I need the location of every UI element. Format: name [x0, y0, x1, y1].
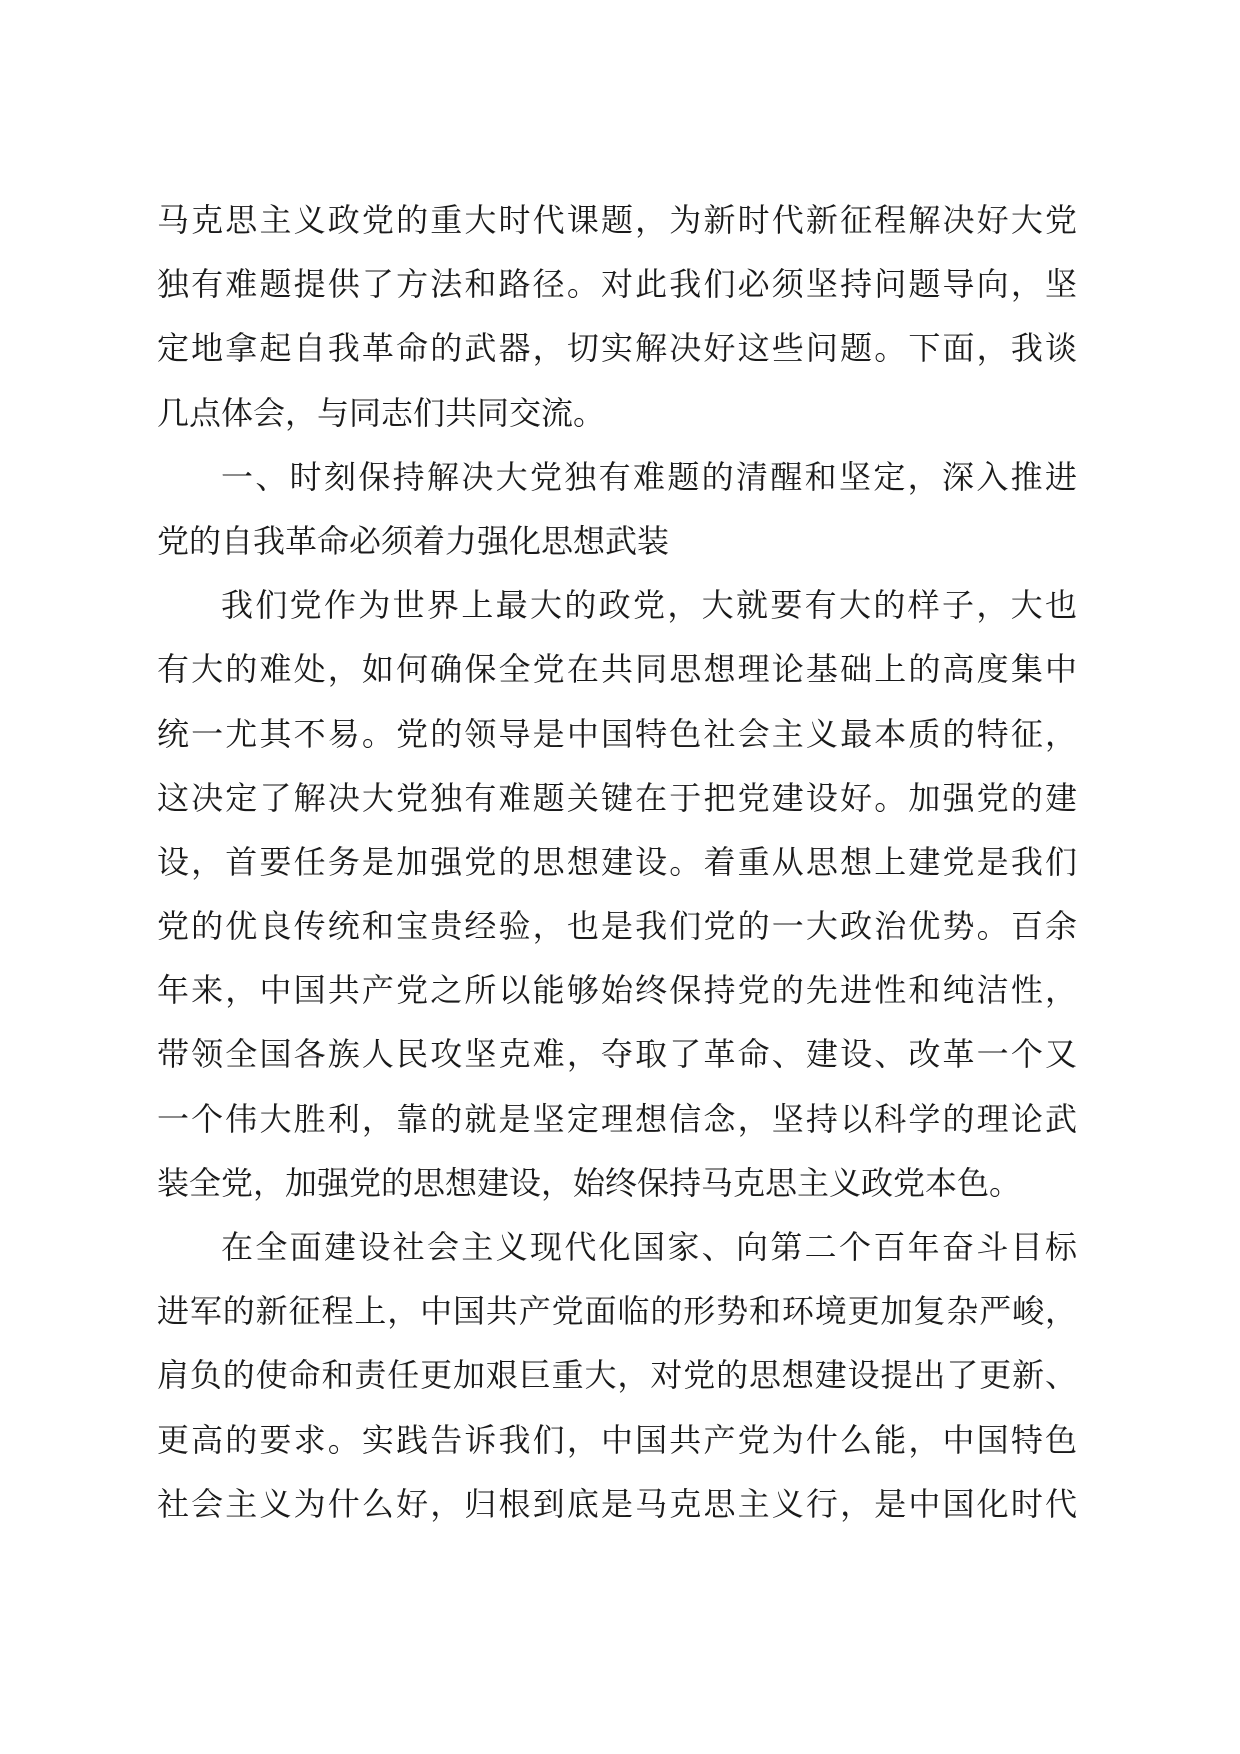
text-line: 年来，中国共产党之所以能够始终保持党的先进性和纯洁性，: [157, 971, 1077, 1010]
text-line: 更高的要求。实践告诉我们，中国共产党为什么能，中国特色: [157, 1420, 1077, 1459]
paragraph-intro: [157, 188, 1077, 445]
text-line: 马克思主义政党的重大时代课题，为新时代新征程解决好大党: [157, 201, 1077, 239]
paragraph-new-journey: [157, 1215, 1077, 1536]
text-line: 定地拿起自我革命的武器，切实解决好这些问题。下面，我谈: [157, 329, 1077, 368]
heading-line: 一、时刻保持解决大党独有难题的清醒和坚定，深入推进: [221, 457, 1077, 496]
text-line: 党的优良传统和宝贵经验，也是我们党的一大政治优势。百余: [157, 907, 1077, 946]
text-line: 肩负的使命和责任更加艰巨重大，对党的思想建设提出了更新、: [157, 1356, 1077, 1395]
text-line: 独有难题提供了方法和路径。对此我们必须坚持问题导向，坚: [157, 265, 1077, 304]
text-line: 这决定了解决大党独有难题关键在于把党建设好。加强党的建: [157, 778, 1077, 817]
text-line: 设，首要任务是加强党的思想建设。着重从思想上建党是我们: [157, 842, 1077, 881]
text-line: 我们党作为世界上最大的政党，大就要有大的样子，大也: [221, 586, 1077, 625]
section-heading: [157, 445, 1077, 573]
heading-line: 党的自我革命必须着力强化思想武装: [157, 521, 670, 560]
text-line: 统一尤其不易。党的领导是中国特色社会主义最本质的特征，: [157, 714, 1077, 753]
paragraph-thought-building: [157, 573, 1077, 1215]
text-line: 装全党，加强党的思想建设，始终保持马克思主义政党本色。: [157, 1163, 1022, 1202]
text-line: 一个伟大胜利，靠的就是坚定理想信念，坚持以科学的理论武: [157, 1099, 1077, 1138]
text-line: 社会主义为什么好，归根到底是马克思主义行，是中国化时代: [157, 1484, 1077, 1523]
document-body: [157, 188, 1077, 1536]
text-line: 有大的难处，如何确保全党在共同思想理论基础上的高度集中: [157, 650, 1077, 689]
text-line: 进军的新征程上，中国共产党面临的形势和环境更加复杂严峻，: [157, 1292, 1077, 1331]
text-line: 在全面建设社会主义现代化国家、向第二个百年奋斗目标: [221, 1228, 1077, 1266]
text-line: 带领全国各族人民攻坚克难，夺取了革命、建设、改革一个又: [157, 1035, 1077, 1074]
text-line: 几点体会，与同志们共同交流。: [157, 393, 606, 432]
